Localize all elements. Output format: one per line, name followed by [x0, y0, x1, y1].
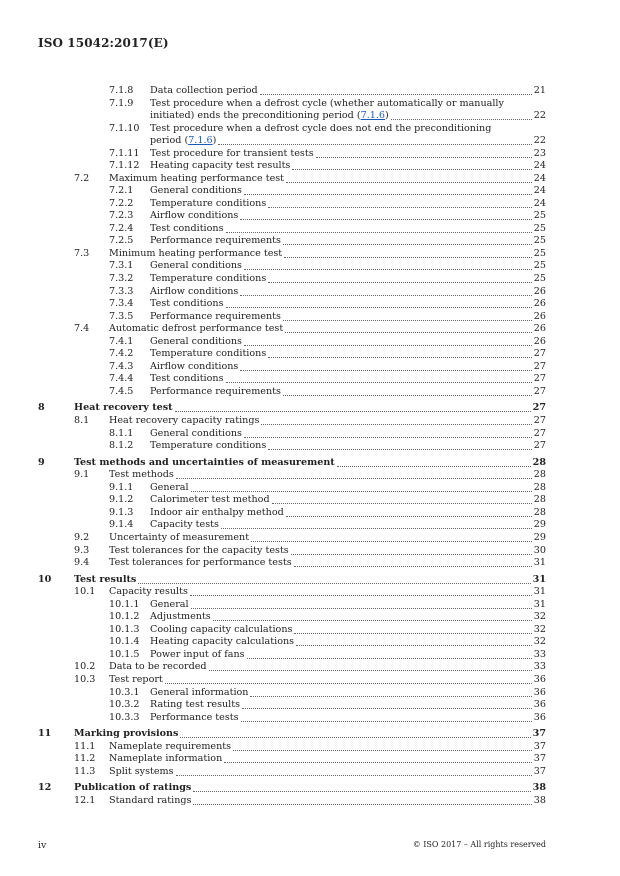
dot-leader [296, 636, 532, 646]
toc-entry-title: Temperature conditions [150, 197, 267, 209]
dot-leader [260, 85, 532, 95]
toc-entry[interactable] [0, 599, 620, 612]
toc-entry-title: Test procedure for transient tests [150, 147, 314, 159]
toc-entry-title: Airflow conditions [150, 210, 239, 222]
dot-leader [176, 766, 532, 776]
cross-reference-link[interactable]: 7.1.6 [360, 110, 386, 122]
toc-entry[interactable] [0, 766, 620, 779]
toc-entry-page: 37 [532, 728, 546, 740]
dot-leader [240, 286, 531, 296]
toc-entry-title: Test results [74, 573, 137, 585]
dot-leader [283, 311, 532, 321]
toc-entry-page: 30 [533, 544, 546, 556]
toc-entry-page: 26 [533, 310, 546, 322]
dot-leader [272, 494, 532, 504]
toc-entry[interactable] [0, 661, 620, 674]
toc-entry-page: 29 [533, 531, 546, 543]
toc-entry-title: Test tolerances for the capacity tests [109, 544, 289, 556]
toc-entry-page: 31 [533, 557, 546, 569]
toc-entry[interactable] [0, 611, 620, 624]
toc-entry-title: Test tolerances for performance tests [109, 557, 292, 569]
toc-entry-page: 28 [532, 456, 546, 468]
toc-entry-number: 7.1.12 [109, 160, 140, 172]
toc-entry-title: Temperature conditions [150, 348, 267, 360]
toc-entry[interactable] [0, 753, 620, 766]
toc-entry-page: 26 [533, 335, 546, 347]
dot-leader [251, 532, 532, 542]
toc-entry-title: Heating capacity test results [150, 160, 291, 172]
toc-entry-page: 36 [533, 673, 546, 685]
toc-entry-number: 7.2.2 [109, 197, 134, 209]
toc-entry-page: 38 [533, 794, 546, 806]
dot-leader [226, 298, 532, 308]
toc-entry[interactable] [0, 160, 620, 173]
toc-entry-number: 7.2 [74, 172, 90, 184]
toc-entry[interactable] [0, 469, 620, 482]
dot-leader [138, 574, 530, 584]
toc-entry-number: 7.3.3 [109, 285, 134, 297]
dot-leader [193, 795, 531, 805]
toc-entry-page: 27 [533, 373, 546, 385]
toc-entry-number: 10.3.1 [109, 686, 140, 698]
toc-entry-number: 10.3.3 [109, 711, 140, 723]
toc-entry[interactable] [0, 85, 620, 98]
toc-entry-page: 31 [533, 598, 546, 610]
toc-entry-number: 12.1 [74, 794, 96, 806]
dot-leader [221, 519, 532, 529]
dot-leader [213, 611, 532, 621]
toc-entry[interactable] [0, 545, 620, 558]
toc-entry[interactable] [0, 223, 620, 236]
toc-entry-page: 28 [533, 469, 546, 481]
toc-entry-page: 27 [533, 360, 546, 372]
dot-leader [226, 373, 532, 383]
toc-entry-title: Nameplate information [109, 753, 223, 765]
toc-entry-number: 9.1.2 [109, 494, 134, 506]
toc-entry-page: 25 [533, 235, 546, 247]
toc-entry-number: 11 [38, 728, 52, 740]
toc-entry-title: Test methods and uncertainties of measurement [74, 456, 335, 468]
dot-leader [209, 661, 532, 671]
toc-entry-page: 37 [533, 740, 546, 752]
toc-entry-title: Heat recovery test [74, 402, 173, 414]
dot-leader [286, 173, 532, 183]
toc-entry-title: Test conditions [150, 298, 224, 310]
toc-entry-page: 22 [533, 110, 546, 122]
toc-entry[interactable] [0, 386, 620, 399]
toc-entry[interactable] [0, 494, 620, 507]
dot-leader [286, 507, 532, 517]
toc-entry[interactable] [0, 699, 620, 712]
copyright-notice: © ISO 2017 – All rights reserved [412, 840, 546, 849]
toc-entry-number: 10.1.1 [109, 598, 140, 610]
dot-leader [190, 586, 532, 596]
toc-entry[interactable] [0, 323, 620, 336]
toc-entry-page: 27 [533, 348, 546, 360]
toc-entry-page: 28 [533, 494, 546, 506]
dot-leader [250, 687, 531, 697]
toc-entry-page: 21 [533, 85, 546, 96]
toc-entry-number: 7.2.5 [109, 235, 134, 247]
toc-entry[interactable] [0, 457, 620, 470]
toc-entry-page: 26 [533, 285, 546, 297]
toc-entry-number: 7.4 [74, 323, 90, 335]
toc-entry-number: 7.3.2 [109, 273, 134, 285]
toc-entry-page: 32 [533, 611, 546, 623]
toc-entry-title: Calorimeter test method [150, 494, 270, 506]
dot-leader [191, 482, 532, 492]
toc-entry-number: 10.1.2 [109, 611, 140, 623]
toc-entry-page: 28 [533, 506, 546, 518]
toc-entry-title: Maximum heating performance test [109, 172, 285, 184]
toc-entry-title: Data collection period [150, 85, 258, 96]
toc-entry-title: Rating test results [150, 699, 241, 711]
toc-entry-title: Temperature conditions [150, 273, 267, 285]
toc-entry-page: 38 [532, 782, 546, 794]
dot-leader [241, 712, 532, 722]
toc-entry-number: 7.2.4 [109, 222, 134, 234]
dot-leader [284, 248, 532, 258]
toc-entry[interactable] [0, 687, 620, 700]
toc-entry[interactable] [0, 574, 620, 587]
dot-leader [268, 348, 532, 358]
toc-entry[interactable] [0, 348, 620, 361]
toc-entry-page: 25 [533, 247, 546, 259]
toc-entry-title: Capacity results [109, 586, 188, 598]
toc-entry-page: 22 [533, 135, 546, 147]
dot-leader [180, 728, 530, 738]
toc-entry-page: 24 [533, 185, 546, 197]
toc-entry-title-cont: period ( [150, 135, 189, 147]
dot-leader [175, 402, 531, 412]
toc-entry-number: 7.4.4 [109, 373, 134, 385]
dot-leader [268, 273, 532, 283]
toc-entry[interactable] [0, 402, 620, 415]
toc-entry-number: 8.1 [74, 415, 90, 427]
toc-entry-title: Performance tests [150, 711, 239, 723]
toc-entry-title: Test report [109, 673, 163, 685]
toc-entry-title: Data to be recorded [109, 661, 207, 673]
toc-entry-page: 25 [533, 210, 546, 222]
toc-entry-number: 9.1.4 [109, 519, 134, 531]
toc-entry[interactable] [0, 98, 620, 123]
toc-entry-title: General conditions [150, 427, 242, 439]
toc-entry-title: Nameplate requirements [109, 740, 232, 752]
dot-leader [268, 198, 532, 208]
toc-entry-number: 9.1.1 [109, 481, 134, 493]
toc-entry[interactable] [0, 173, 620, 186]
toc-entry[interactable] [0, 185, 620, 198]
toc-entry[interactable] [0, 636, 620, 649]
toc-entry[interactable] [0, 624, 620, 637]
toc-entry-number: 7.4.2 [109, 348, 134, 360]
toc-entry-page: 36 [533, 711, 546, 723]
toc-entry-title: Airflow conditions [150, 360, 239, 372]
toc-entry-page: 25 [533, 273, 546, 285]
toc-entry-title: Uncertainty of measurement [109, 531, 250, 543]
toc-entry[interactable] [0, 311, 620, 324]
toc-entry[interactable] [0, 373, 620, 386]
toc-entry[interactable] [0, 298, 620, 311]
toc-entry-page: 27 [532, 402, 546, 414]
toc-entry[interactable] [0, 532, 620, 545]
toc-entry-title: General [150, 481, 189, 493]
toc-entry-page: 24 [533, 172, 546, 184]
toc-entry-title: Performance requirements [150, 385, 281, 397]
dot-leader [218, 135, 531, 145]
dot-leader [240, 210, 531, 220]
toc-entry[interactable] [0, 728, 620, 741]
toc-entry-number: 7.4.5 [109, 385, 134, 397]
toc-entry-number: 8.1.2 [109, 440, 134, 452]
dot-leader [285, 323, 532, 333]
dot-leader [191, 599, 532, 609]
toc-entry[interactable] [0, 557, 620, 570]
dot-leader [224, 753, 532, 763]
toc-entry[interactable] [0, 273, 620, 286]
toc-entry-page: 27 [533, 385, 546, 397]
toc-entry-title: General information [150, 686, 249, 698]
toc-entry-title-cont: initiated) ends the preconditioning period ( [150, 110, 361, 122]
toc-entry-page: 29 [533, 519, 546, 531]
toc-entry-title: General conditions [150, 335, 242, 347]
toc-entry-title: Test conditions [150, 222, 224, 234]
toc-entry-page: 33 [533, 648, 546, 660]
toc-entry[interactable] [0, 428, 620, 441]
toc-entry-page: 25 [533, 222, 546, 234]
toc-entry-number: 11.1 [74, 740, 96, 752]
toc-entry-title: General conditions [150, 185, 242, 197]
toc-entry-page: 28 [533, 481, 546, 493]
dot-leader [244, 260, 532, 270]
toc-entry-title: Test procedure when a defrost cycle does not end the preconditioning [150, 122, 492, 134]
toc-entry-number: 7.2.3 [109, 210, 134, 222]
toc-entry-number: 10.2 [74, 661, 96, 673]
dot-leader [283, 386, 532, 396]
cross-reference-link[interactable]: 7.1.6 [188, 135, 213, 147]
toc-entry-number: 10.1.4 [109, 636, 140, 648]
dot-leader [240, 361, 531, 371]
toc-entry-number: 10.1.5 [109, 648, 140, 660]
toc-entry-title: Standard ratings [109, 794, 192, 806]
toc-entry-page: 27 [533, 440, 546, 452]
toc-entry-number: 7.3.4 [109, 298, 134, 310]
toc-entry[interactable] [0, 712, 620, 725]
toc-entry-page: 36 [533, 686, 546, 698]
toc-entry-number: 7.1.9 [109, 97, 134, 109]
dot-leader [193, 782, 530, 792]
toc-entry-page: 33 [533, 661, 546, 673]
toc-entry-number: 7.3 [74, 247, 90, 259]
toc-entry[interactable] [0, 198, 620, 211]
toc-entry-number: 10 [38, 573, 52, 585]
toc-entry[interactable] [0, 507, 620, 520]
toc-entry-title: Performance requirements [150, 310, 281, 322]
toc-entry[interactable] [0, 741, 620, 754]
toc-entry-page: 25 [533, 260, 546, 272]
toc-entry[interactable] [0, 415, 620, 428]
toc-entry-title: Test methods [109, 469, 174, 481]
toc-entry-page: 37 [533, 765, 546, 777]
toc-entry-number: 7.3.1 [109, 260, 134, 272]
toc-entry[interactable] [0, 248, 620, 261]
toc-entry-page: 32 [533, 623, 546, 635]
dot-leader [268, 440, 532, 450]
toc-entry-title: Test procedure when a defrost cycle (whether automatically or manually [150, 97, 504, 109]
toc-entry-number: 7.1.11 [109, 147, 140, 159]
toc-entry[interactable] [0, 235, 620, 248]
toc-entry-number: 9 [38, 456, 45, 468]
dot-leader [261, 415, 531, 425]
toc-entry-number: 7.1.10 [109, 122, 140, 134]
toc-entry-title: General conditions [150, 260, 242, 272]
dot-leader [292, 160, 531, 170]
toc-entry-number: 9.4 [74, 557, 90, 569]
toc-entry-title: Airflow conditions [150, 285, 239, 297]
toc-entry-number: 11.3 [74, 765, 96, 777]
toc-entry[interactable] [0, 336, 620, 349]
dot-leader [242, 699, 532, 709]
dot-leader [244, 185, 532, 195]
toc-entry-page: 26 [533, 298, 546, 310]
toc-entry-title: Performance requirements [150, 235, 281, 247]
toc-entry-page: 24 [533, 197, 546, 209]
toc-entry-number: 12 [38, 782, 52, 794]
toc-entry-number: 10.1.3 [109, 623, 140, 635]
toc-entry[interactable] [0, 260, 620, 273]
toc-entry-title-end: ) [385, 110, 389, 122]
toc-entry-title: Marking provisions [74, 728, 179, 740]
toc-entry-number: 9.1 [74, 469, 90, 481]
toc-entry[interactable] [0, 361, 620, 374]
toc-entry-page: 27 [533, 415, 546, 427]
toc-entry-page: 31 [532, 573, 546, 585]
dot-leader [294, 557, 532, 567]
toc-entry-number: 10.3.2 [109, 699, 140, 711]
toc-entry-number: 9.2 [74, 531, 90, 543]
dot-leader [316, 148, 532, 158]
toc-entry-page: 23 [533, 147, 546, 159]
toc-entry-number: 8.1.1 [109, 427, 134, 439]
toc-entry-title: Indoor air enthalpy method [150, 506, 284, 518]
dot-leader [226, 223, 532, 233]
toc-entry-title: General [150, 598, 189, 610]
dot-leader [291, 545, 532, 555]
dot-leader [294, 624, 531, 634]
toc-entry[interactable] [0, 519, 620, 532]
toc-entry-page: 27 [533, 427, 546, 439]
toc-entry-title: Adjustments [150, 611, 211, 623]
dot-leader [176, 469, 532, 479]
toc-entry[interactable] [0, 148, 620, 161]
table-of-contents [0, 85, 620, 807]
dot-leader [337, 457, 531, 467]
toc-entry-number: 7.4.3 [109, 360, 134, 372]
toc-entry[interactable] [0, 286, 620, 299]
document-id-header: ISO 15042:2017(E) [38, 36, 169, 50]
toc-entry-title: Power input of fans [150, 648, 245, 660]
toc-entry-number: 7.1.8 [109, 85, 134, 96]
toc-entry-number: 9.3 [74, 544, 90, 556]
toc-entry[interactable] [0, 782, 620, 795]
toc-entry-title: Automatic defrost performance test [109, 323, 284, 335]
dot-leader [247, 649, 532, 659]
toc-entry-page: 32 [533, 636, 546, 648]
toc-entry[interactable] [0, 649, 620, 662]
dot-leader [244, 428, 532, 438]
toc-entry-title: Split systems [109, 765, 174, 777]
toc-entry-title: Publication of ratings [74, 782, 192, 794]
toc-entry[interactable] [0, 440, 620, 453]
toc-entry-number: 9.1.3 [109, 506, 134, 518]
toc-entry-page: 37 [533, 753, 546, 765]
toc-entry-title: Test conditions [150, 373, 224, 385]
toc-entry-page: 24 [533, 160, 546, 172]
dot-leader [244, 336, 532, 346]
toc-entry[interactable] [0, 123, 620, 148]
toc-entry-title: Capacity tests [150, 519, 219, 531]
toc-entry-number: 10.1 [74, 586, 96, 598]
toc-entry-page: 31 [533, 586, 546, 598]
toc-entry-number: 8 [38, 402, 45, 414]
toc-entry[interactable] [0, 210, 620, 223]
toc-entry-number: 10.3 [74, 673, 96, 685]
toc-entry-page: 26 [533, 323, 546, 335]
toc-entry-title-end: ) [212, 135, 217, 147]
toc-entry-page: 36 [533, 699, 546, 711]
toc-entry[interactable] [0, 674, 620, 687]
toc-entry-title: Heat recovery capacity ratings [109, 415, 260, 427]
toc-entry-number: 7.4.1 [109, 335, 134, 347]
dot-leader [391, 110, 532, 120]
toc-entry-title: Heating capacity calculations [150, 636, 295, 648]
toc-entry-number: 11.2 [74, 753, 96, 765]
toc-entry[interactable] [0, 586, 620, 599]
toc-entry-title: Minimum heating performance test [109, 247, 283, 259]
toc-entry-title: Cooling capacity calculations [150, 623, 293, 635]
toc-entry[interactable] [0, 482, 620, 495]
page-number: iv [38, 840, 47, 851]
toc-entry-title: Temperature conditions [150, 440, 267, 452]
dot-leader [165, 674, 532, 684]
toc-entry-number: 7.2.1 [109, 185, 134, 197]
toc-entry[interactable] [0, 795, 620, 808]
dot-leader [283, 235, 532, 245]
toc-entry-number: 7.3.5 [109, 310, 134, 322]
dot-leader [233, 741, 532, 751]
